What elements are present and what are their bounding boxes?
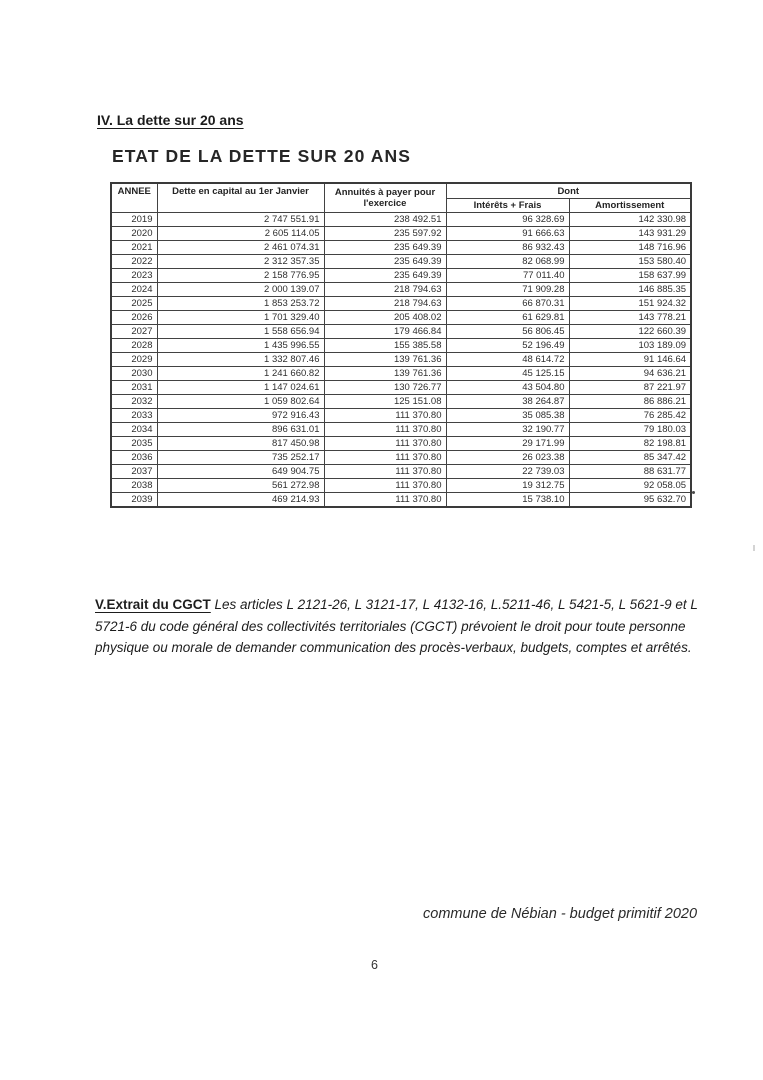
cell-year: 2023 (111, 269, 157, 283)
debt-table-header (111, 183, 691, 213)
cell-year: 2019 (111, 213, 157, 227)
cell-interests: 77 011.40 (446, 269, 569, 283)
table-row (111, 227, 691, 241)
cell-interests: 52 196.49 (446, 339, 569, 353)
col-header-dont: Dont (446, 183, 691, 199)
cell-amortization: 148 716.96 (569, 241, 691, 255)
cell-capital: 2 000 139.07 (157, 283, 324, 297)
table-row (111, 367, 691, 381)
cell-annuity: 111 370.80 (324, 451, 446, 465)
cell-interests: 22 739.03 (446, 465, 569, 479)
cell-capital: 561 272.98 (157, 479, 324, 493)
cell-capital: 1 059 802.64 (157, 395, 324, 409)
cell-capital: 1 558 656.94 (157, 325, 324, 339)
cell-capital: 1 701 329.40 (157, 311, 324, 325)
table-row (111, 423, 691, 437)
cell-amortization: 94 636.21 (569, 367, 691, 381)
scan-artifact-dot (692, 491, 695, 494)
cell-amortization: 153 580.40 (569, 255, 691, 269)
cell-amortization: 146 885.35 (569, 283, 691, 297)
cell-interests: 43 504.80 (446, 381, 569, 395)
cell-year: 2021 (111, 241, 157, 255)
table-row (111, 325, 691, 339)
cell-annuity: 111 370.80 (324, 465, 446, 479)
cell-amortization: 82 198.81 (569, 437, 691, 451)
cell-amortization: 92 058.05 (569, 479, 691, 493)
section-heading: IV. La dette sur 20 ans (97, 112, 244, 128)
debt-table-body (111, 213, 691, 508)
debt-table (110, 182, 692, 508)
col-header-amortissement: Amortissement (569, 199, 691, 213)
cell-capital: 1 147 024.61 (157, 381, 324, 395)
cell-year: 2036 (111, 451, 157, 465)
cell-capital: 649 904.75 (157, 465, 324, 479)
table-row (111, 437, 691, 451)
scan-artifact-speck (753, 545, 755, 551)
cell-amortization: 91 146.64 (569, 353, 691, 367)
cell-capital: 896 631.01 (157, 423, 324, 437)
cgct-body-text: Les articles L 2121-26, L 3121-17, L 4132-16, L.5211-46, L 5421-5, L 5621-9 et L 5721-6 du code général des collectivités territoriales (CGCT) prévoient le droit pour toute personne physique ou morale de demander communication des procès-verbaux, budgets, comptes et arrêtés. (95, 597, 698, 655)
cell-year: 2032 (111, 395, 157, 409)
cell-annuity: 111 370.80 (324, 493, 446, 508)
cell-capital: 1 241 660.82 (157, 367, 324, 381)
cell-amortization: 143 931.29 (569, 227, 691, 241)
cell-interests: 61 629.81 (446, 311, 569, 325)
col-header-capital: Dette en capital au 1er Janvier (157, 183, 324, 213)
table-title: ETAT DE LA DETTE SUR 20 ANS (112, 146, 412, 166)
cell-annuity: 130 726.77 (324, 381, 446, 395)
cell-annuity: 111 370.80 (324, 423, 446, 437)
cell-annuity: 111 370.80 (324, 479, 446, 493)
cell-annuity: 155 385.58 (324, 339, 446, 353)
cell-interests: 35 085.38 (446, 409, 569, 423)
col-header-annee: ANNEE (111, 183, 157, 213)
header-row-top (111, 183, 691, 199)
cell-year: 2026 (111, 311, 157, 325)
cell-capital: 2 461 074.31 (157, 241, 324, 255)
cell-interests: 56 806.45 (446, 325, 569, 339)
cell-interests: 66 870.31 (446, 297, 569, 311)
cell-amortization: 158 637.99 (569, 269, 691, 283)
cell-capital: 469 214.93 (157, 493, 324, 508)
cell-interests: 32 190.77 (446, 423, 569, 437)
cell-capital: 1 853 253.72 (157, 297, 324, 311)
cell-year: 2037 (111, 465, 157, 479)
cell-annuity: 139 761.36 (324, 353, 446, 367)
table-row (111, 381, 691, 395)
table-row (111, 297, 691, 311)
cell-interests: 82 068.99 (446, 255, 569, 269)
table-row (111, 255, 691, 269)
cell-annuity: 235 649.39 (324, 269, 446, 283)
col-header-annuites: Annuités à payer pour l'exercice (324, 183, 446, 213)
cell-amortization: 151 924.32 (569, 297, 691, 311)
cell-annuity: 238 492.51 (324, 213, 446, 227)
cell-amortization: 79 180.03 (569, 423, 691, 437)
cgct-heading: V.Extrait du CGCT (95, 597, 211, 612)
cell-year: 2038 (111, 479, 157, 493)
cell-year: 2028 (111, 339, 157, 353)
cell-annuity: 235 649.39 (324, 255, 446, 269)
cell-capital: 2 605 114.05 (157, 227, 324, 241)
cell-year: 2034 (111, 423, 157, 437)
table-row (111, 465, 691, 479)
cell-year: 2035 (111, 437, 157, 451)
cell-year: 2030 (111, 367, 157, 381)
cell-capital: 1 435 996.55 (157, 339, 324, 353)
cell-year: 2024 (111, 283, 157, 297)
cell-annuity: 218 794.63 (324, 297, 446, 311)
cell-year: 2029 (111, 353, 157, 367)
cell-amortization: 95 632.70 (569, 493, 691, 508)
table-row (111, 479, 691, 493)
cell-interests: 29 171.99 (446, 437, 569, 451)
cell-annuity: 125 151.08 (324, 395, 446, 409)
cell-amortization: 142 330.98 (569, 213, 691, 227)
cell-amortization: 85 347.42 (569, 451, 691, 465)
cell-interests: 96 328.69 (446, 213, 569, 227)
table-row (111, 353, 691, 367)
cell-interests: 15 738.10 (446, 493, 569, 508)
cell-annuity: 235 649.39 (324, 241, 446, 255)
footer-note: commune de Nébian - budget primitif 2020 (423, 906, 698, 922)
cell-capital: 2 747 551.91 (157, 213, 324, 227)
cell-year: 2027 (111, 325, 157, 339)
cell-interests: 19 312.75 (446, 479, 569, 493)
table-row (111, 311, 691, 325)
cell-amortization: 103 189.09 (569, 339, 691, 353)
cell-annuity: 111 370.80 (324, 437, 446, 451)
cgct-paragraph (95, 594, 719, 659)
table-row (111, 395, 691, 409)
cell-year: 2020 (111, 227, 157, 241)
cell-capital: 1 332 807.46 (157, 353, 324, 367)
table-row (111, 339, 691, 353)
cell-capital: 2 312 357.35 (157, 255, 324, 269)
cell-capital: 735 252.17 (157, 451, 324, 465)
cell-year: 2039 (111, 493, 157, 508)
table-row (111, 241, 691, 255)
cell-interests: 38 264.87 (446, 395, 569, 409)
cell-annuity: 179 466.84 (324, 325, 446, 339)
cell-annuity: 139 761.36 (324, 367, 446, 381)
cell-year: 2022 (111, 255, 157, 269)
cell-interests: 91 666.63 (446, 227, 569, 241)
cell-year: 2031 (111, 381, 157, 395)
cell-interests: 71 909.28 (446, 283, 569, 297)
cell-interests: 48 614.72 (446, 353, 569, 367)
page-number: 6 (371, 958, 378, 972)
table-row (111, 493, 691, 508)
cell-amortization: 87 221.97 (569, 381, 691, 395)
cell-interests: 45 125.15 (446, 367, 569, 381)
cell-year: 2033 (111, 409, 157, 423)
cell-amortization: 76 285.42 (569, 409, 691, 423)
cell-amortization: 143 778.21 (569, 311, 691, 325)
cell-annuity: 111 370.80 (324, 409, 446, 423)
cell-year: 2025 (111, 297, 157, 311)
cell-capital: 817 450.98 (157, 437, 324, 451)
table-row (111, 451, 691, 465)
cell-amortization: 86 886.21 (569, 395, 691, 409)
cell-annuity: 235 597.92 (324, 227, 446, 241)
col-header-interets: Intérêts + Frais (446, 199, 569, 213)
cell-annuity: 205 408.02 (324, 311, 446, 325)
cell-amortization: 122 660.39 (569, 325, 691, 339)
cell-capital: 2 158 776.95 (157, 269, 324, 283)
cell-interests: 26 023.38 (446, 451, 569, 465)
table-row (111, 409, 691, 423)
table-row (111, 269, 691, 283)
cell-amortization: 88 631.77 (569, 465, 691, 479)
cell-interests: 86 932.43 (446, 241, 569, 255)
table-row (111, 213, 691, 227)
cell-annuity: 218 794.63 (324, 283, 446, 297)
table-row (111, 283, 691, 297)
cell-capital: 972 916.43 (157, 409, 324, 423)
